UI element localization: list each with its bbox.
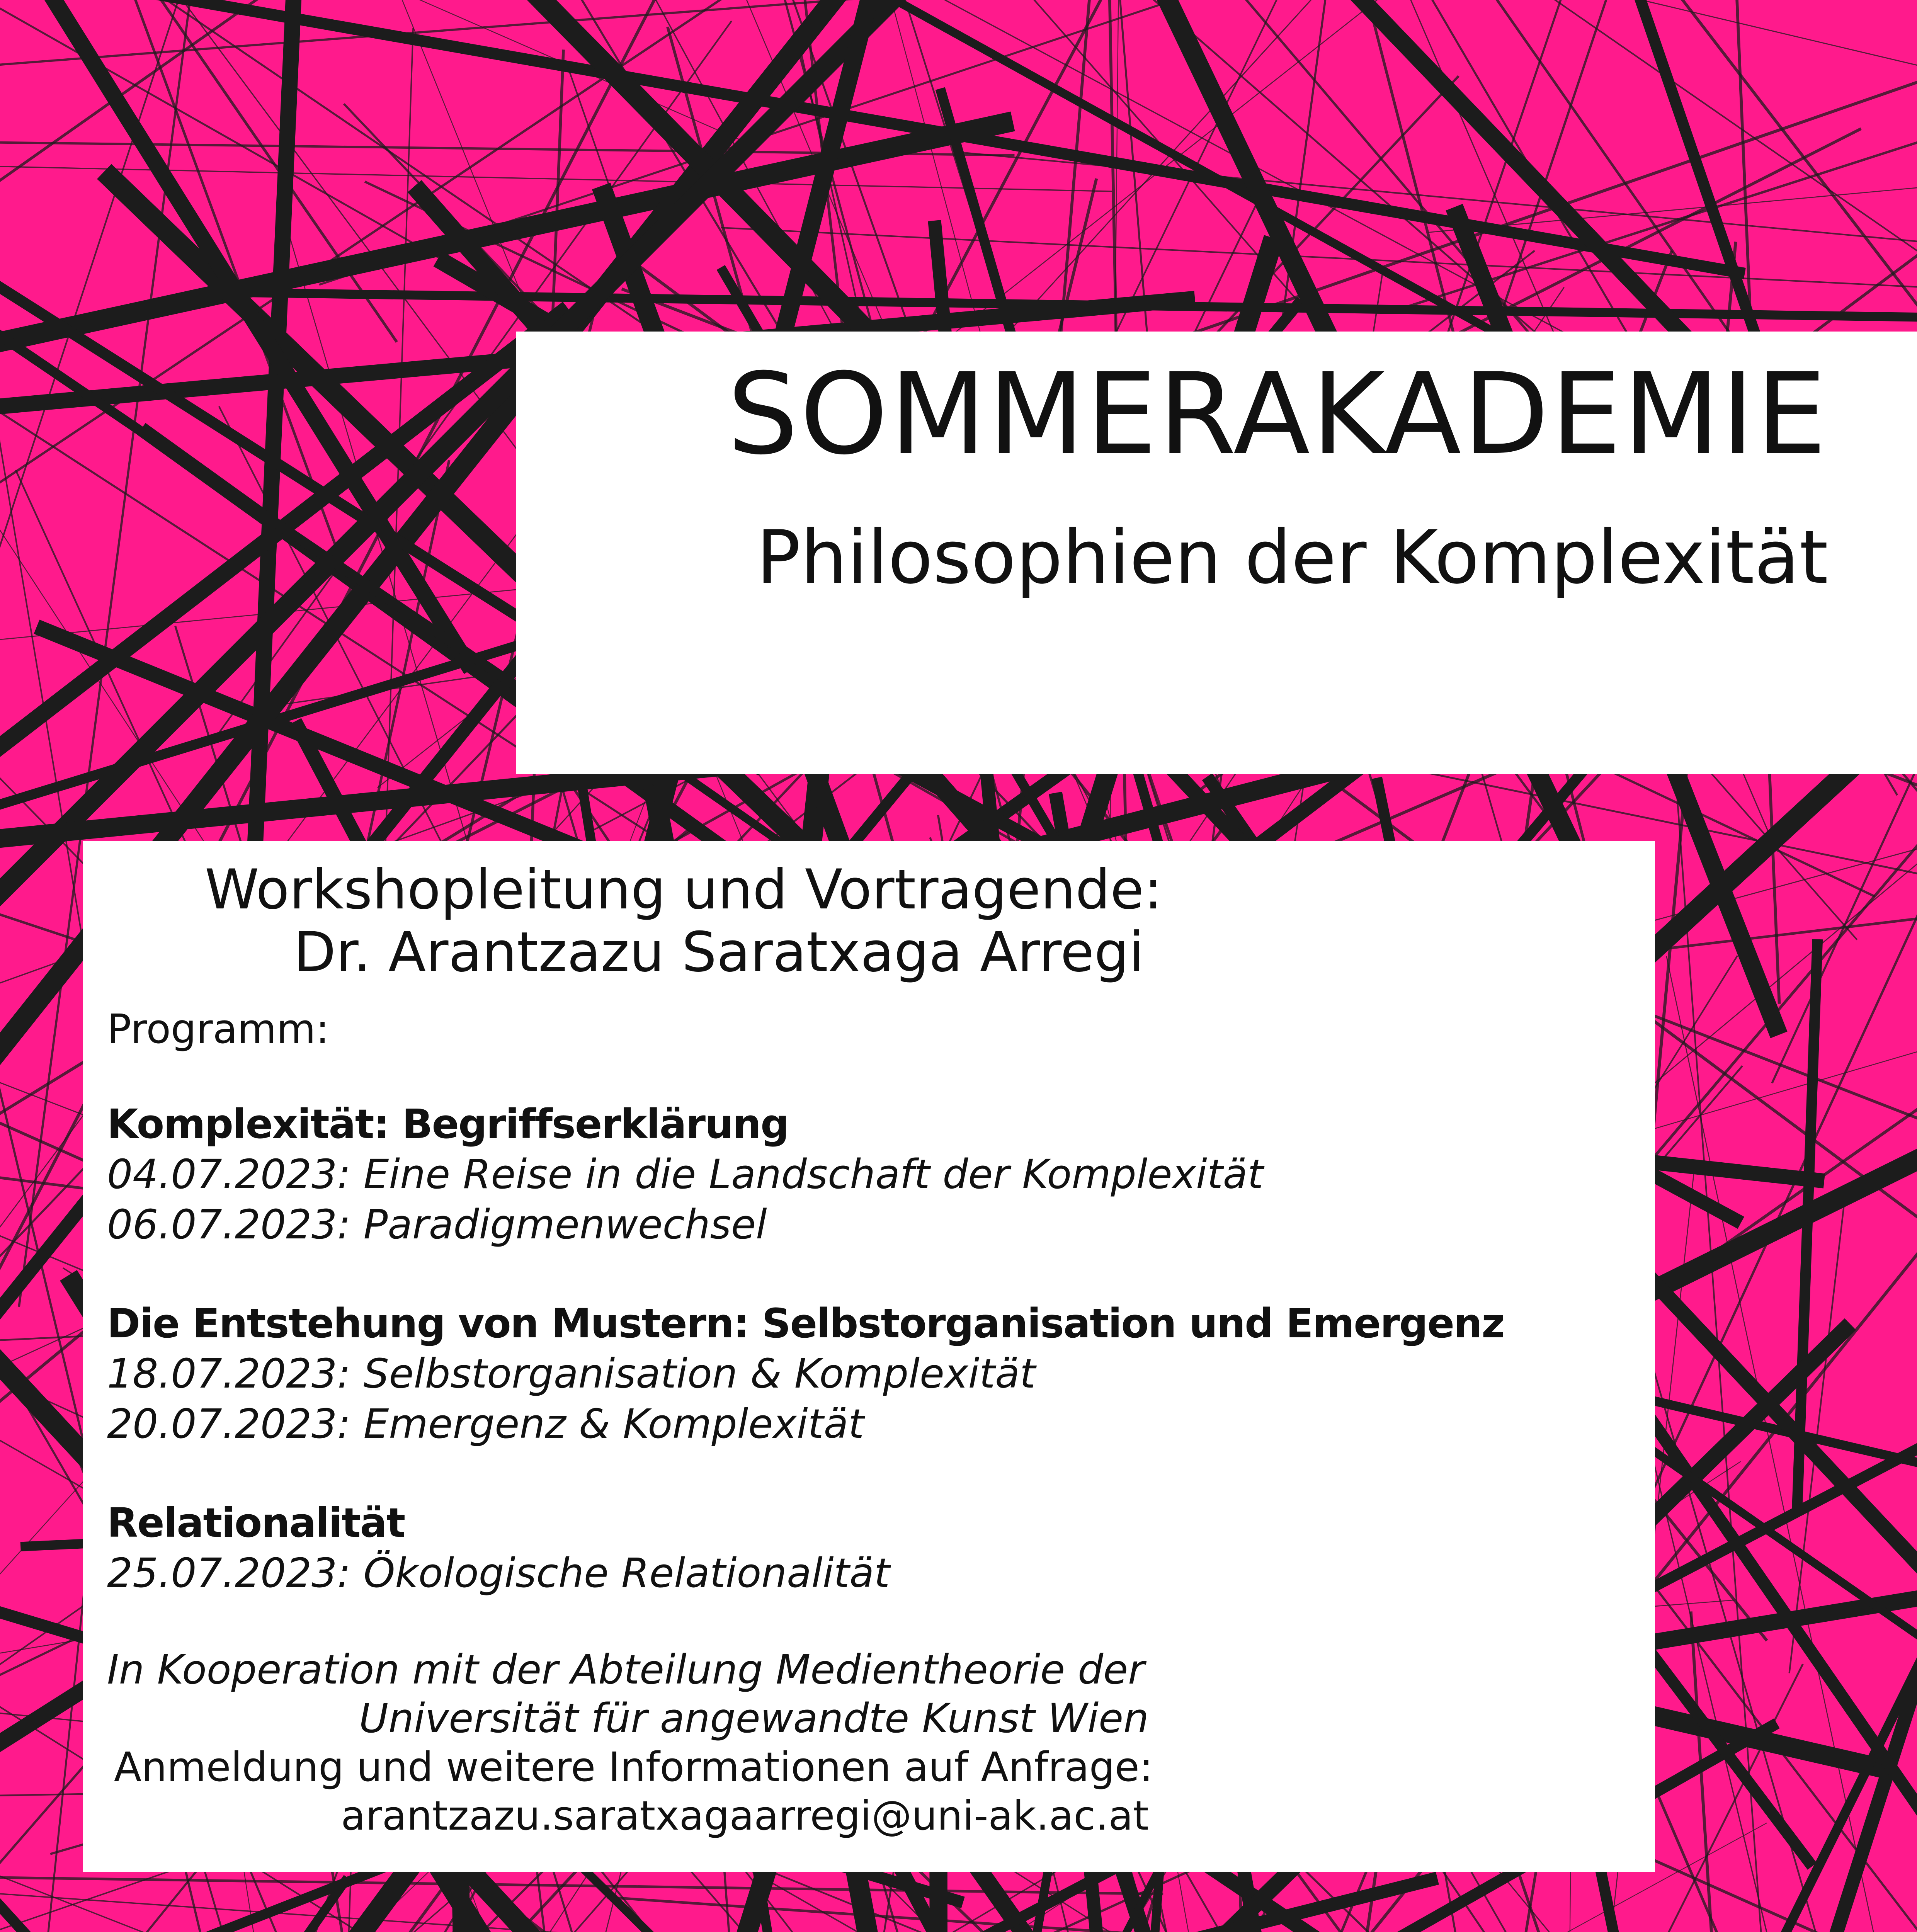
session-date: 20.07.2023: [107,1400,351,1447]
cooperation-line-1: In Kooperation mit der Abteilung Medientheorie der [107,1646,1145,1693]
session-date: 04.07.2023: [107,1151,351,1198]
background-stroke [963,153,1917,258]
session-topic: Emergenz & Komplexität [363,1400,864,1447]
session-line [107,1199,767,1250]
registration-email[interactable]: arantzazu.saratxagaarregi@uni-ak.ac.at [341,1792,1149,1839]
title-panel [516,332,1917,774]
session-date: 06.07.2023: [107,1201,351,1248]
section-heading: Die Entstehung von Mustern: Selbstorganisation und Emergenz [107,1300,1504,1347]
section-heading: Relationalität [107,1499,405,1546]
session-line [107,1548,890,1598]
poster-title: SOMMERAKADEMIE [727,349,1828,480]
session-line [107,1149,1263,1199]
poster-subtitle: Philosophien der Komplexität [756,515,1828,600]
session-topic: Ökologische Relationalität [363,1549,890,1597]
cooperation-line-2: Universität für angewandte Kunst Wien [359,1695,1149,1742]
session-topic: Selbstorganisation & Komplexität [363,1350,1036,1397]
registration-text: Anmeldung und weitere Informationen auf Anfrage: [114,1743,1153,1791]
session-date: 25.07.2023: [107,1549,351,1597]
session-topic: Eine Reise in die Landschaft der Komplexität [363,1151,1264,1198]
lead-role: Workshopleitung und Vortragende: [205,858,1163,922]
program-panel [83,841,1655,1872]
program-label: Programm: [107,1005,330,1053]
lead-name: Dr. Arantzazu Saratxaga Arregi [294,920,1145,984]
session-date: 18.07.2023: [107,1350,351,1397]
session-topic: Paradigmenwechsel [363,1201,767,1248]
section-heading: Komplexität: Begriffserklärung [107,1100,789,1148]
session-line [107,1349,1036,1399]
session-line [107,1399,864,1449]
